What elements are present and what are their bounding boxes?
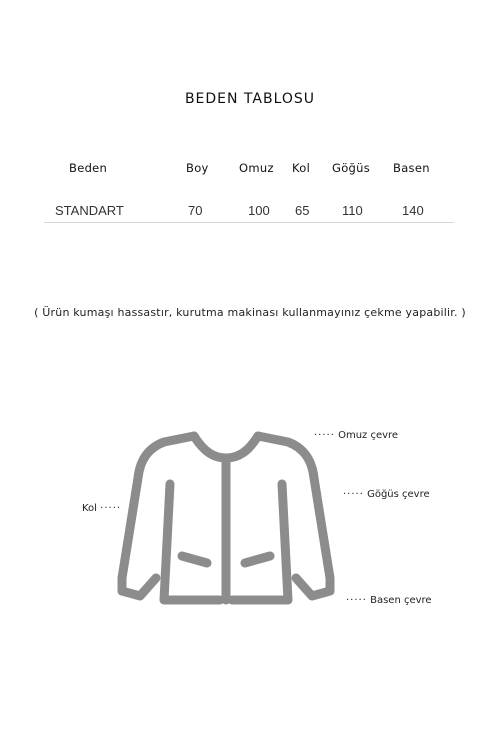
page-title: BEDEN TABLOSU <box>184 91 316 107</box>
jacket-diagram <box>112 428 342 608</box>
label-basen: ····· Basen çevre <box>346 595 432 606</box>
jacket-left-pocket <box>182 556 207 563</box>
header-basen: Basen <box>393 161 430 175</box>
label-kol: Kol ····· <box>82 503 122 514</box>
label-gogus: ····· Göğüs çevre <box>343 489 430 500</box>
cell-kol: 65 <box>295 203 310 218</box>
jacket-right-outline <box>258 436 330 596</box>
jacket-right-pocket <box>245 556 270 563</box>
header-kol: Kol <box>292 161 311 175</box>
cell-omuz: 100 <box>248 203 270 218</box>
cell-basen: 140 <box>402 203 424 218</box>
jacket-right-inner <box>232 484 288 600</box>
header-beden: Beden <box>69 161 108 175</box>
header-omuz: Omuz <box>239 161 274 175</box>
cell-boy: 70 <box>188 203 203 218</box>
table-divider <box>44 222 454 223</box>
cell-gogus: 110 <box>342 203 363 218</box>
header-gogus: Göğüs <box>332 161 371 175</box>
label-omuz: ····· Omuz çevre <box>314 430 399 441</box>
header-boy: Boy <box>186 161 209 175</box>
cell-size: STANDART <box>55 203 124 218</box>
jacket-left-inner <box>164 484 220 600</box>
care-note: ( Ürün kumaşı hassastır, kurutma makinası kullanmayınız çekme yapabilir. ) <box>34 306 466 319</box>
jacket-left-outline <box>122 436 194 596</box>
